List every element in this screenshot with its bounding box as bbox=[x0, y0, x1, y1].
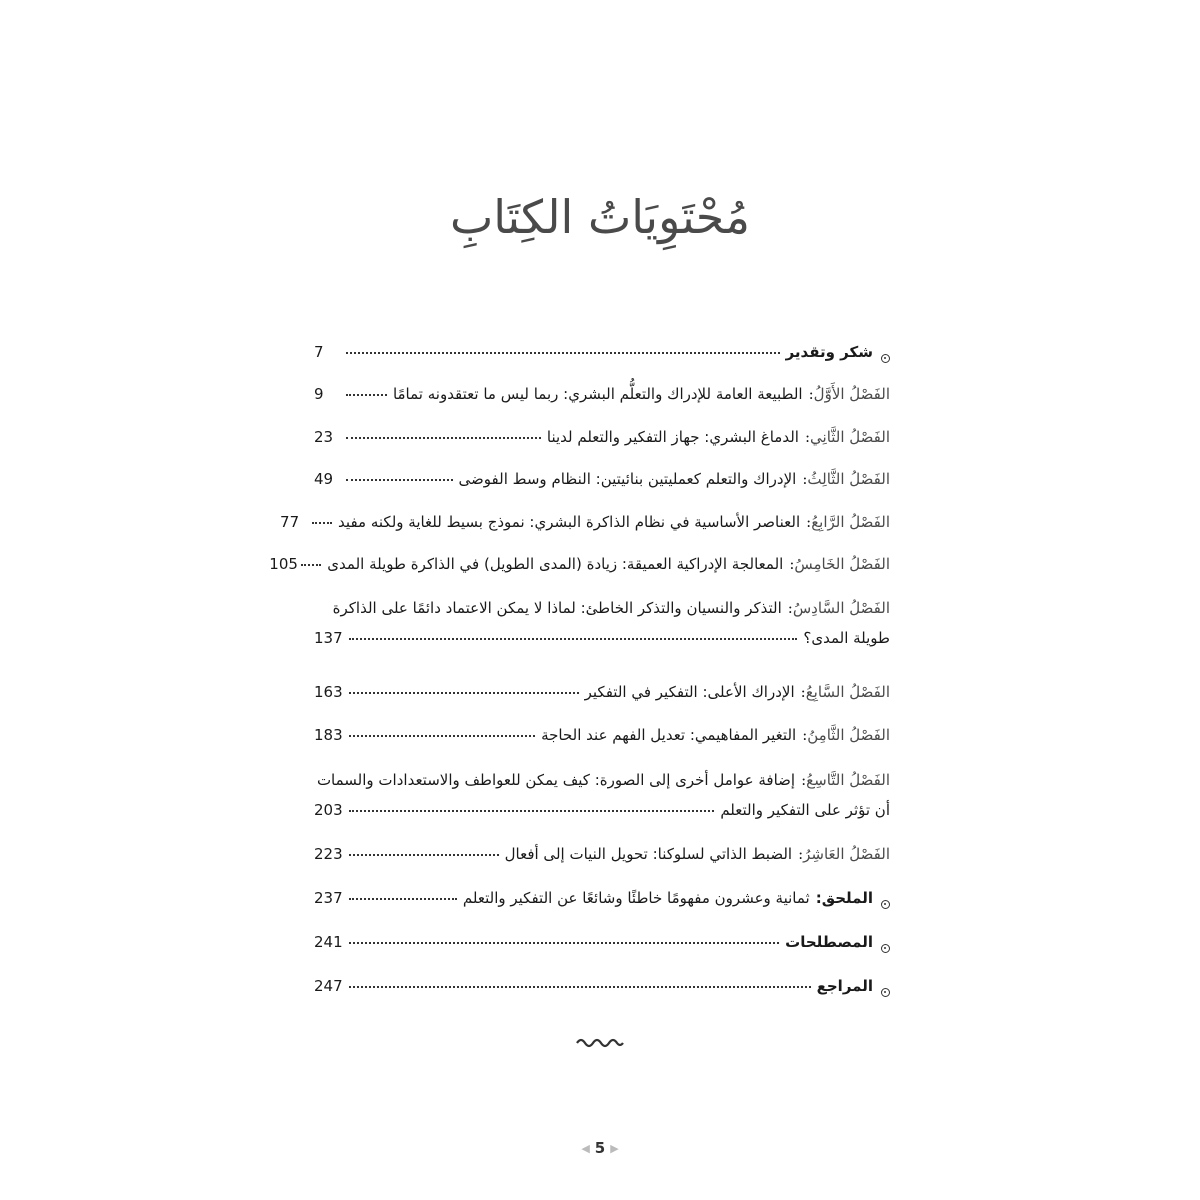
dot-leader bbox=[349, 638, 798, 640]
chapter-title: العناصر الأساسية في نظام الذاكرة البشري: نموذج بسيط للغاية ولكنه مفيد bbox=[338, 513, 801, 531]
chapter-title: الدماغ البشري: جهاز التفكير والتعلم لدينا bbox=[546, 428, 799, 446]
toc-entry-chapter-10[interactable] bbox=[314, 838, 890, 864]
toc-page-number: 241 bbox=[314, 933, 343, 951]
dot-leader bbox=[349, 854, 499, 856]
bullet-icon bbox=[881, 988, 890, 997]
toc-page-number: 223 bbox=[314, 845, 343, 863]
dot-leader bbox=[346, 437, 541, 439]
toc-entry-chapter-1[interactable] bbox=[314, 378, 890, 404]
toc-label: شكر وتقدير bbox=[785, 343, 873, 361]
toc-entry-chapter-6[interactable] bbox=[314, 592, 890, 648]
toc-page-number: 237 bbox=[314, 889, 343, 907]
toc-page-number: 137 bbox=[314, 629, 343, 647]
toc-entry-chapter-8[interactable] bbox=[314, 719, 890, 745]
dot-leader bbox=[346, 479, 453, 481]
chapter-label: الفَصْلُ الرَّابِعُ : bbox=[800, 512, 890, 532]
toc-label: المصطلحات bbox=[785, 933, 873, 951]
appendix-title: ثمانية وعشرون مفهومًا خاطئًا وشائعًا عن التفكير والتعلم bbox=[462, 889, 810, 907]
toc-page-number: 183 bbox=[314, 726, 343, 744]
toc-page-number: 49 bbox=[314, 470, 334, 488]
dot-leader bbox=[349, 898, 457, 900]
chapter-title-continued: طويلة المدى؟ bbox=[803, 629, 890, 647]
toc-page-number: 247 bbox=[314, 977, 343, 995]
toc-page-number: 77 bbox=[280, 513, 300, 531]
chapter-title: المعالجة الإدراكية العميقة: زيادة (المدى الطويل) في الذاكرة طويلة المدى bbox=[327, 555, 784, 573]
toc-entry-references[interactable] bbox=[314, 970, 890, 996]
chapter-title: الإدراك والتعلم كعمليتين بنائيتين: النظام وسط الفوضى bbox=[458, 470, 797, 488]
left-arrow-icon: ◀ bbox=[581, 1142, 590, 1155]
chapter-label: الفَصْلُ الثَّانِي : bbox=[799, 427, 890, 447]
chapter-label: الفَصْلُ السَّابِعُ : bbox=[795, 682, 890, 702]
chapter-title: إضافة عوامل أخرى إلى الصورة: كيف يمكن للعواطف والاستعدادات والسمات bbox=[316, 771, 796, 789]
dot-leader bbox=[349, 735, 535, 737]
toc-page-number: 203 bbox=[314, 801, 343, 819]
dot-leader bbox=[312, 522, 332, 524]
toc-page-number: 163 bbox=[314, 683, 343, 701]
dot-leader bbox=[349, 810, 715, 812]
chapter-label: الفَصْلُ الثَّالِثُ : bbox=[796, 469, 890, 489]
bullet-icon bbox=[881, 944, 890, 953]
chapter-title: التغير المفاهيمي: تعديل الفهم عند الحاجة bbox=[541, 726, 797, 744]
bullet-icon bbox=[881, 354, 890, 363]
toc-page-number: 105 bbox=[269, 555, 298, 573]
toc-entry-chapter-2[interactable] bbox=[314, 421, 890, 447]
dot-leader bbox=[346, 352, 780, 354]
bullet-icon bbox=[881, 900, 890, 909]
chapter-label: الفَصْلُ الأَوَّلُ : bbox=[803, 384, 890, 404]
toc-entry-chapter-3[interactable] bbox=[314, 463, 890, 489]
chapter-label: الفَصْلُ العَاشِرُ : bbox=[792, 844, 890, 864]
page-number-footer bbox=[0, 1139, 1200, 1157]
chapter-label: الفَصْلُ الخَامِسُ : bbox=[783, 554, 890, 574]
ornament-divider-icon bbox=[575, 1036, 625, 1050]
chapter-label: الفَصْلُ السَّادِسُ : bbox=[782, 598, 890, 618]
toc-page-number: 23 bbox=[314, 428, 334, 446]
toc-page-number: 7 bbox=[314, 343, 324, 361]
dot-leader bbox=[349, 692, 579, 694]
dot-leader bbox=[346, 394, 387, 396]
toc-entry-glossary[interactable] bbox=[314, 926, 890, 952]
chapter-title-continued: أن تؤثر على التفكير والتعلم bbox=[720, 801, 890, 819]
right-arrow-icon: ▶ bbox=[610, 1142, 619, 1155]
chapter-title: الطبيعة العامة للإدراك والتعلُّم البشري: ربما ليس ما تعتقدونه تمامًا bbox=[392, 385, 803, 403]
page-number: 5 bbox=[594, 1139, 606, 1157]
toc-entry-chapter-4[interactable] bbox=[280, 506, 890, 532]
dot-leader bbox=[349, 986, 811, 988]
chapter-label: الفَصْلُ التَّاسِعُ : bbox=[795, 770, 890, 790]
toc-entry-chapter-5[interactable] bbox=[269, 548, 890, 574]
toc-entry-acknowledgements[interactable] bbox=[314, 336, 890, 362]
chapter-title: التذكر والنسيان والتذكر الخاطئ: لماذا لا يمكن الاعتماد دائمًا على الذاكرة bbox=[332, 599, 782, 617]
dot-leader bbox=[349, 942, 779, 944]
chapter-title: الضبط الذاتي لسلوكنا: تحويل النيات إلى أفعال bbox=[504, 845, 793, 863]
toc-page-number: 9 bbox=[314, 385, 324, 403]
toc-label: الملحق: bbox=[815, 889, 873, 907]
page-title: مُحْتَوِيَاتُ الكِتَابِ bbox=[449, 190, 751, 244]
toc-entry-appendix[interactable] bbox=[314, 882, 890, 908]
toc-entry-chapter-7[interactable] bbox=[314, 676, 890, 702]
chapter-label: الفَصْلُ الثَّامِنُ : bbox=[796, 725, 890, 745]
toc-label: المراجع bbox=[816, 977, 873, 995]
dot-leader bbox=[301, 564, 321, 566]
toc-entry-chapter-9[interactable] bbox=[314, 764, 890, 820]
chapter-title: الإدراك الأعلى: التفكير في التفكير bbox=[584, 683, 795, 701]
